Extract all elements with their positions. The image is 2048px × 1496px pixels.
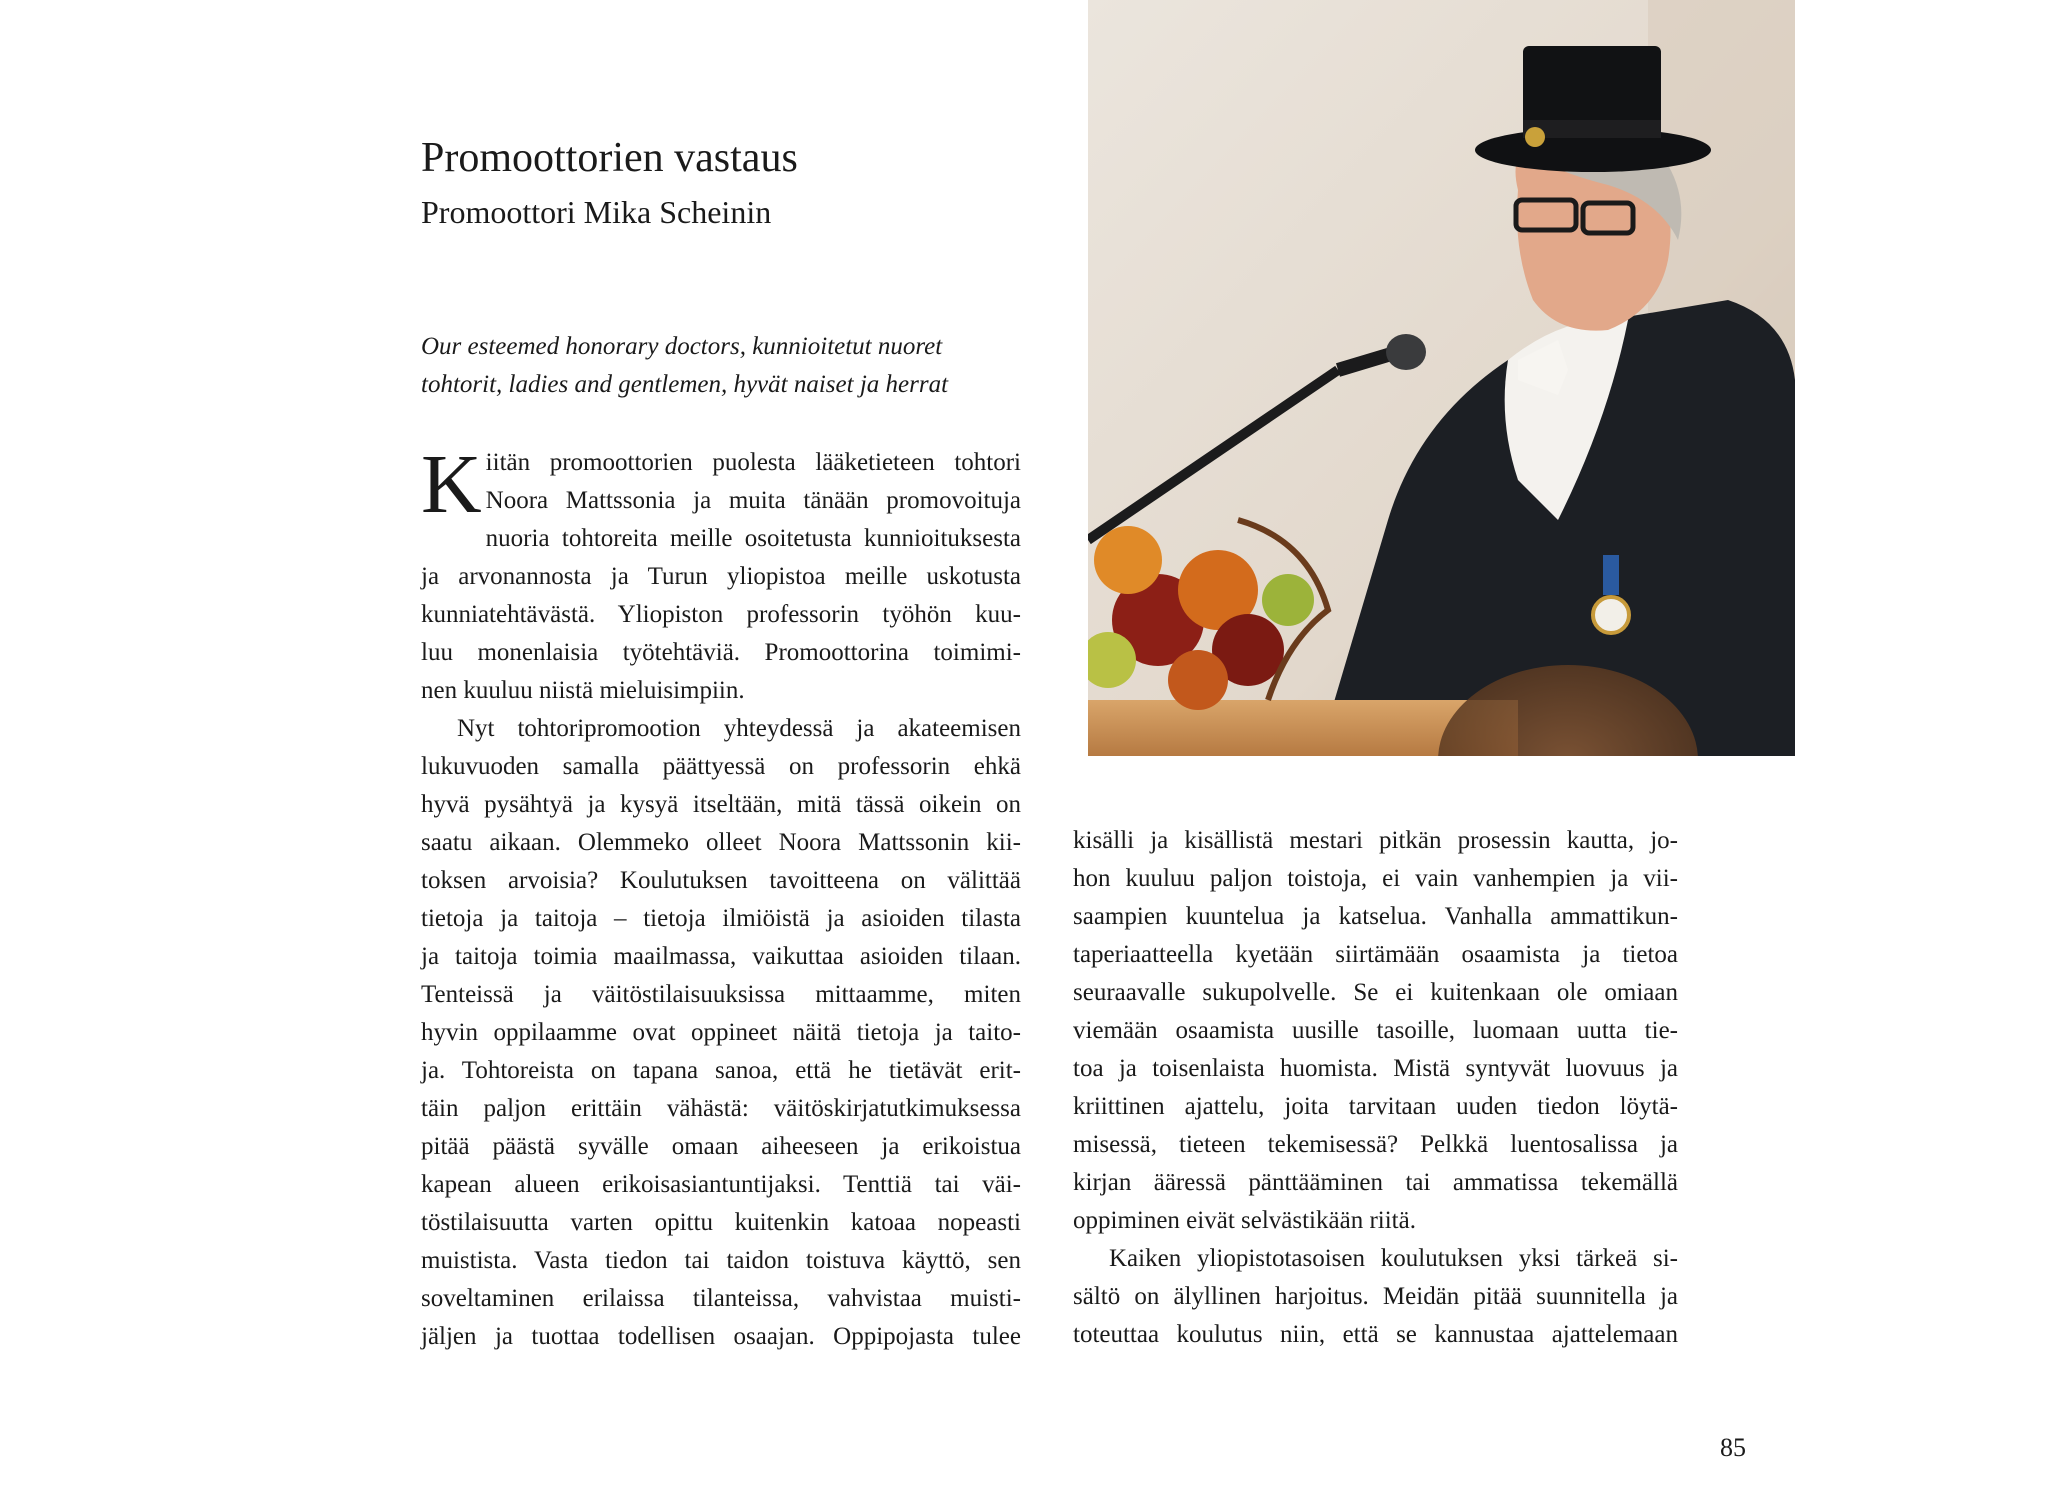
text-line: kirjan ääressä pänttääminen tai ammatissa tekemällä bbox=[1073, 1169, 1678, 1196]
drop-cap: K bbox=[421, 438, 482, 531]
text-line: toteuttaa koulutus niin, että se kannustaa ajattelemaan bbox=[1073, 1321, 1678, 1348]
text-line: pitää päästä syvälle omaan aiheeseen ja erikoistua bbox=[421, 1133, 1021, 1160]
text-line: saampien kuuntelua ja katselua. Vanhalla ammattikun- bbox=[1073, 903, 1678, 930]
text-line: soveltaminen erilaissa tilanteissa, vahvistaa muisti- bbox=[421, 1285, 1021, 1312]
text-line: Kaiken yliopistotasoisen koulutuksen yksi tärkeä si- bbox=[1109, 1245, 1678, 1272]
text-line: töstilaisuutta varten opittu kuitenkin katoaa nopeasti bbox=[421, 1209, 1021, 1236]
text-line: oppiminen eivät selvästikään riitä. bbox=[1073, 1207, 1416, 1234]
text-line: lukuvuoden samalla päättyessä on professorin ehkä bbox=[421, 753, 1021, 780]
body-column-left bbox=[421, 438, 1021, 1356]
lead-line: tohtorit, ladies and gentlemen, hyvät naiset ja herrat bbox=[421, 371, 949, 398]
text-line: tietoja ja taitoja – tietoja ilmiöistä ja asioiden tilasta bbox=[421, 905, 1021, 932]
page-title: Promoottorien vastaus bbox=[421, 135, 798, 181]
text-line: kapean alueen erikoisasiantuntijaksi. Tenttiä tai väi- bbox=[421, 1171, 1021, 1198]
page-subtitle: Promoottori Mika Scheinin bbox=[421, 194, 772, 230]
text-line: iitän promoottorien puolesta lääketieteen tohtori bbox=[485, 449, 1021, 476]
text-line: hon kuuluu paljon toistoja, ei vain vanhempien ja vii- bbox=[1073, 865, 1678, 892]
text-line: luu monenlaisia työtehtäviä. Promoottorina toimimi- bbox=[421, 639, 1021, 666]
text-line: toksen arvoisia? Koulutuksen tavoitteena on välittää bbox=[421, 867, 1021, 894]
text-line: viemään osaamista uusille tasoille, luomaan uutta tie- bbox=[1073, 1017, 1678, 1044]
text-line: sältö on älyllinen harjoitus. Meidän pitää suunnitella ja bbox=[1073, 1283, 1678, 1310]
text-line: Nyt tohtoripromootion yhteydessä ja akateemisen bbox=[457, 715, 1021, 742]
text-line: saatu aikaan. Olemmeko olleet Noora Mattssonin kii- bbox=[421, 829, 1021, 856]
text-line: toa ja toisenlaista huomista. Mistä syntyvät luovuus ja bbox=[1073, 1055, 1678, 1082]
text-line: kunniatehtävästä. Yliopiston professorin työhön kuu- bbox=[421, 601, 1021, 628]
text-line: ja taitoja toimia maailmassa, vaikuttaa asioiden tilaan. bbox=[421, 943, 1021, 970]
promoter-photo-illustration bbox=[1088, 0, 1795, 756]
body-column-right bbox=[1073, 822, 1678, 1354]
promoter-photo bbox=[1088, 0, 1795, 756]
text-line: Noora Mattssonia ja muita tänään promovoituja bbox=[485, 487, 1021, 514]
text-line: nen kuuluu niistä mieluisimpiin. bbox=[421, 677, 745, 704]
text-line: ja arvonannosta ja Turun yliopistoa meille uskotusta bbox=[421, 563, 1021, 590]
text-line: kisälli ja kisällistä mestari pitkän prosessin kautta, jo- bbox=[1073, 827, 1678, 854]
lead-line: Our esteemed honorary doctors, kunnioitetut nuoret bbox=[421, 333, 943, 360]
text-line: nuoria tohtoreita meille osoitetusta kunnioituksesta bbox=[485, 525, 1021, 552]
text-line: jäljen ja tuottaa todellisen osaajan. Oppipojasta tulee bbox=[421, 1323, 1021, 1350]
text-line: ja. Tohtoreista on tapana sanoa, että he tietävät erit- bbox=[421, 1057, 1021, 1084]
page-number: 85 bbox=[1720, 1433, 1746, 1462]
text-line: muistista. Vasta tiedon tai taidon toistuva käyttö, sen bbox=[421, 1247, 1021, 1274]
text-line: seuraavalle sukupolvelle. Se ei kuitenkaan ole omiaan bbox=[1073, 979, 1678, 1006]
text-line: misessä, tieteen tekemisessä? Pelkkä luentosalissa ja bbox=[1073, 1131, 1678, 1158]
text-line: kriittinen ajattelu, joita tarvitaan uuden tiedon löytä- bbox=[1073, 1093, 1678, 1120]
text-line: täin paljon erittäin vähästä: väitöskirjatutkimuksessa bbox=[421, 1095, 1021, 1122]
lead-paragraph bbox=[421, 328, 1026, 404]
text-line: Tenteissä ja väitöstilaisuuksissa mittaamme, miten bbox=[421, 981, 1021, 1008]
text-line: hyvin oppilaamme ovat oppineet näitä tietoja ja taito- bbox=[421, 1019, 1021, 1046]
text-line: hyvä pysähtyä ja kysyä itseltään, mitä tässä oikein on bbox=[421, 791, 1021, 818]
text-line: taperiaatteella kyetään siirtämään osaamista ja tietoa bbox=[1073, 941, 1678, 968]
